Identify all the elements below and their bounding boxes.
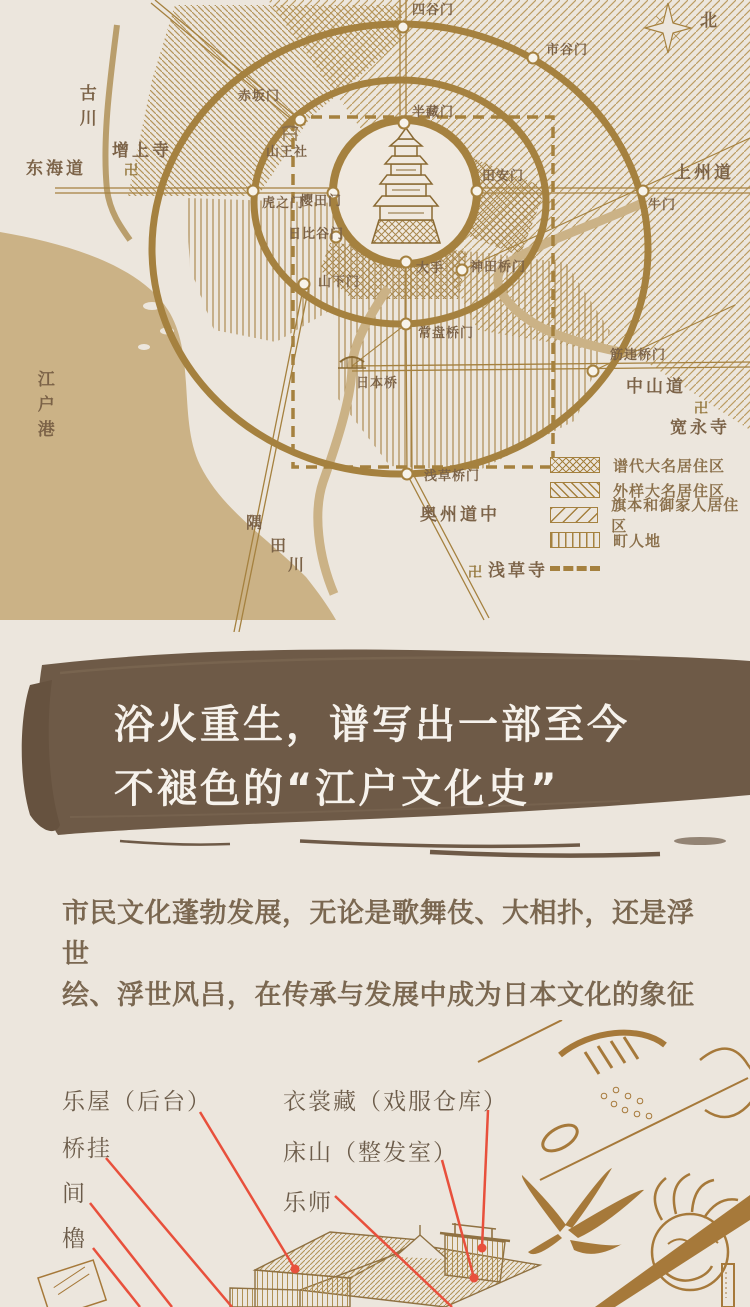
text-label: 神田桥门	[470, 260, 527, 275]
legend-swatch-vert	[550, 532, 600, 548]
legend-row	[550, 496, 750, 535]
theater-labels	[0, 1020, 750, 1307]
text-label: 北	[700, 11, 720, 31]
text-label: 东海道	[26, 159, 86, 179]
legend-label: 町人地	[613, 531, 662, 550]
headline-banner	[0, 645, 750, 885]
text-label: 山下门	[318, 275, 361, 290]
text-label: 上州道	[674, 163, 734, 183]
text-label: 牛门	[648, 198, 677, 213]
text-label: 日比谷门	[288, 227, 345, 242]
legend-row	[550, 531, 750, 549]
text-label: 古川	[75, 84, 96, 134]
text-label: 卍	[694, 401, 709, 417]
text-label: 卍	[468, 565, 483, 581]
text-label: 日本桥	[356, 376, 399, 391]
intro-paragraph	[0, 893, 750, 1011]
legend-label: 外样大名居住区	[613, 481, 726, 500]
legend-row	[550, 456, 750, 474]
text-label: 衣裳藏（戏服仓库）	[283, 1089, 508, 1115]
text-label: 江户港	[33, 370, 54, 445]
legend-row	[550, 556, 750, 574]
legend-swatch-cross	[550, 457, 600, 473]
text-label: 隅	[246, 513, 264, 532]
text-label: 大手	[416, 261, 445, 276]
text-label: 常盘桥门	[418, 326, 475, 341]
text-label: 筋违桥门	[610, 348, 667, 363]
text-label: 四谷门	[412, 3, 455, 18]
text-label: 奥州道中	[420, 505, 500, 525]
text-label: 间	[62, 1181, 87, 1207]
text-label: 半藏门	[412, 105, 455, 120]
paragraph-line1: 市民文化蓬勃发展，无论是歌舞伎、大相扑，还是浮世	[62, 898, 695, 970]
text-label: 卍	[124, 163, 139, 179]
text-label: 浅草桥门	[424, 469, 481, 484]
text-label: 中山道	[626, 377, 686, 397]
text-label: 山王社	[266, 145, 309, 160]
text-label: 床山（整发室）	[283, 1140, 458, 1166]
text-label: 櫓	[62, 1226, 87, 1252]
text-label: 虎之门	[262, 196, 305, 211]
text-label: 桥挂	[62, 1136, 112, 1162]
text-label: 浅草寺	[488, 561, 548, 581]
theater-section	[0, 1020, 750, 1307]
text-label: 赤坂门	[238, 89, 281, 104]
paragraph-line2: 绘、浮世风吕，在传承与发展中成为日本文化的象征	[62, 980, 695, 1011]
text-label: 乐师	[283, 1190, 333, 1216]
text-label: 市谷门	[546, 43, 589, 58]
text-label: 川	[288, 555, 306, 574]
legend-swatch-back	[550, 482, 600, 498]
text-label: 乐屋（后台）	[62, 1089, 212, 1115]
text-label: 樱田门	[300, 194, 343, 209]
text-label: 田安门	[482, 169, 525, 184]
legend-swatch-dash	[550, 566, 600, 571]
headline-line1: 浴火重生，谱写出一部至今	[114, 702, 630, 748]
text-label: 田	[270, 536, 288, 555]
legend-label: 谱代大名居住区	[613, 456, 726, 475]
map-legend	[550, 456, 750, 574]
legend-label: 旗本和御家人居住区	[611, 496, 740, 535]
legend-swatch-fwd	[550, 507, 598, 523]
headline-line2: 不褪色的“江户文化史”	[114, 766, 560, 812]
text-label: 宽永寺	[670, 418, 730, 438]
edo-map-section	[0, 0, 750, 632]
text-label: 增上寺	[112, 141, 172, 161]
